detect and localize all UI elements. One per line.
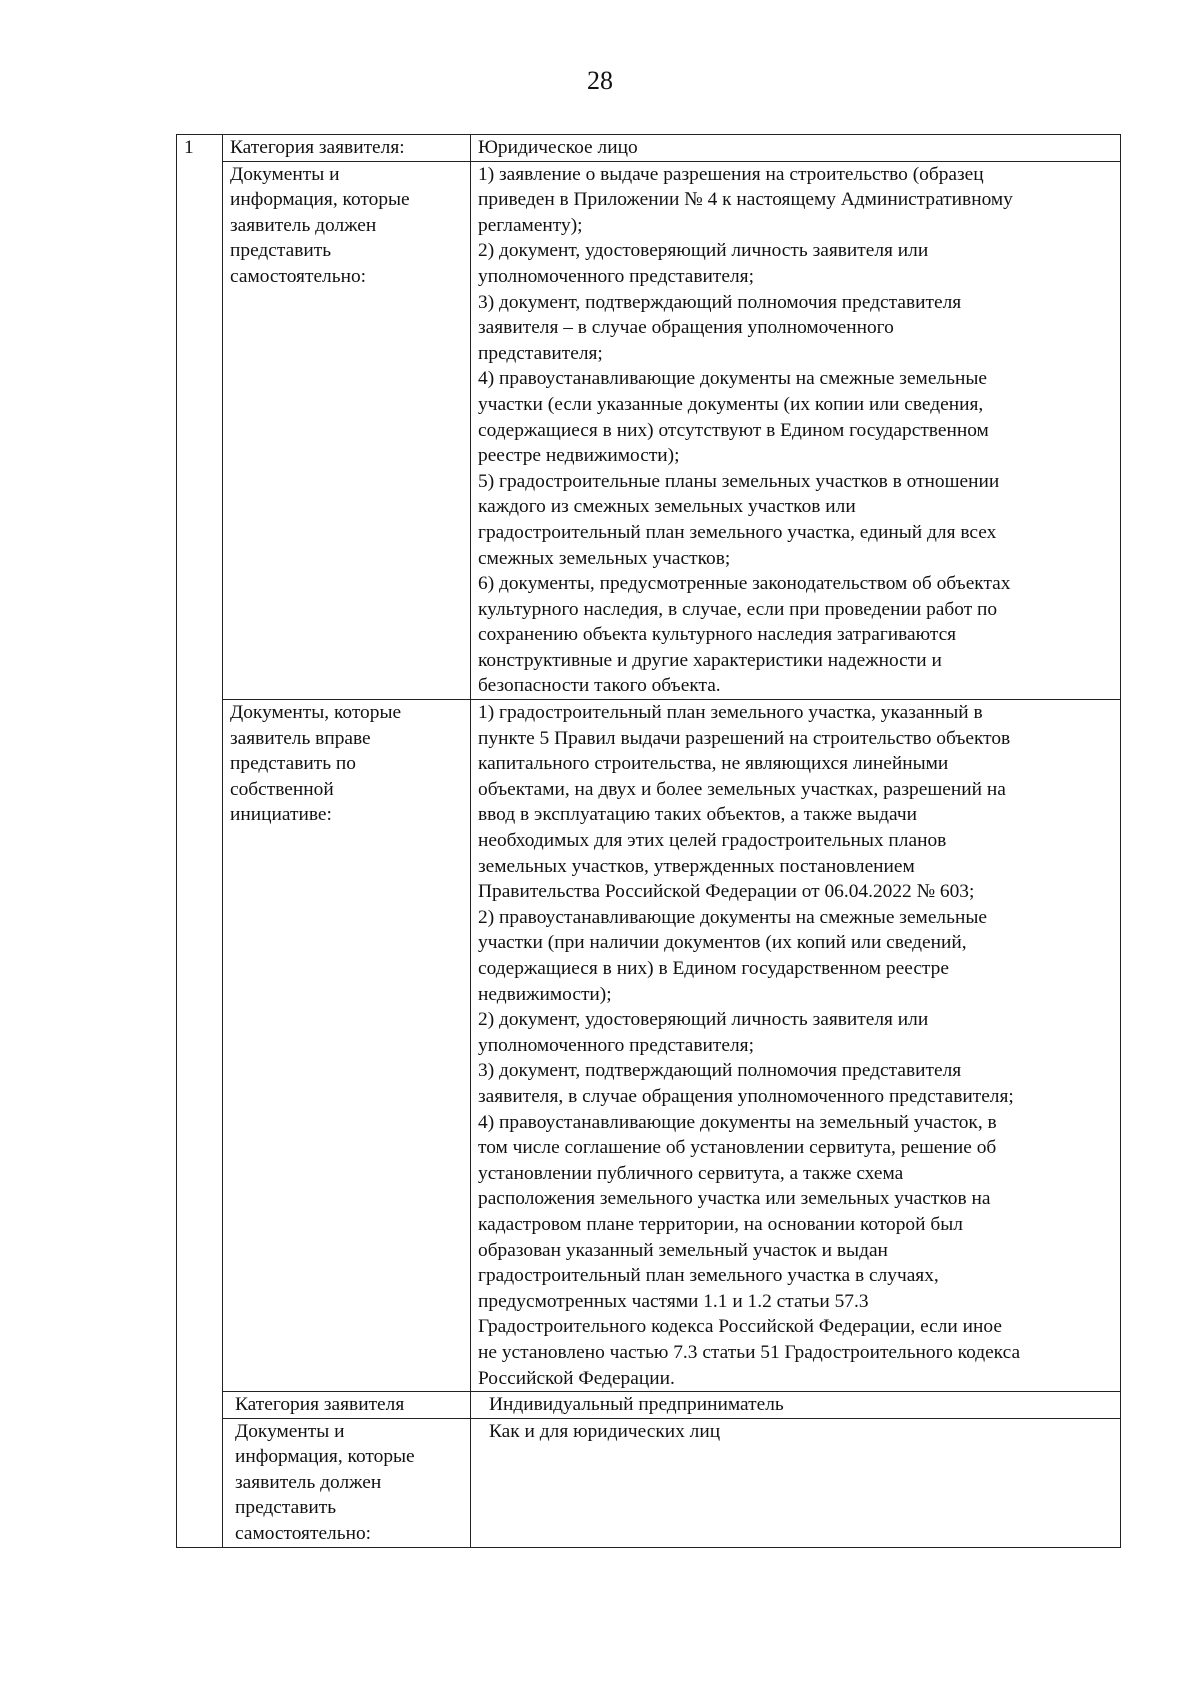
document-line: регламенту); xyxy=(478,214,583,236)
document-line: установлении публичного сервитута, а также схема xyxy=(478,1162,904,1184)
document-line: пункте 5 Правил выдачи разрешений на строительство объектов xyxy=(478,727,1011,749)
document-line: заявителя – в случае обращения уполномоченного xyxy=(478,317,894,339)
document-line: приведен в Приложении № 4 к настоящему Административному xyxy=(478,189,1013,211)
requirements-table xyxy=(176,134,1121,1548)
label-line: Документы, которые xyxy=(230,702,402,724)
document-line: содержащиеся в них) в Едином государственном реестре xyxy=(478,958,949,979)
documents-label xyxy=(223,700,471,1392)
document-line: уполномоченного представителя; xyxy=(478,265,754,287)
document-line: 4) правоустанавливающие документы на смежные земельные xyxy=(478,368,987,390)
document-line: капитального строительства, не являющихся линейными xyxy=(478,753,949,775)
document-line: объектами, на двух и более земельных участках, разрешений на xyxy=(478,778,1006,800)
document-line: Как и для юридических лиц xyxy=(489,1420,721,1442)
document-line: предусмотренных частями 1.1 и 1.2 статьи 57.3 xyxy=(478,1290,869,1312)
documents-row xyxy=(177,700,1121,1392)
page-number: 28 xyxy=(587,66,613,95)
documents-list xyxy=(471,700,1121,1392)
document-line: земельных участков, утвержденных постановлением xyxy=(478,855,915,877)
document-line: уполномоченного представителя; xyxy=(478,1034,754,1056)
document-line: градостроительный план земельного участка в случаях, xyxy=(478,1265,939,1287)
documents-row xyxy=(177,161,1121,699)
document-line: смежных земельных участков; xyxy=(478,547,731,569)
document-line: 2) правоустанавливающие документы на смежные земельные xyxy=(478,906,987,928)
document-line: Правительства Российской Федерации от 06.04.2022 № 603; xyxy=(478,881,975,903)
document-line: 4) правоустанавливающие документы на земельный участок, в xyxy=(478,1111,997,1133)
label-line: информация, которые xyxy=(235,1446,415,1468)
document-line: Градостроительного кодекса Российской Федерации, если иное xyxy=(478,1316,1002,1338)
document-line: конструктивные и другие характеристики надежности и xyxy=(478,649,942,671)
document-line: заявителя, в случае обращения уполномоченного представителя; xyxy=(478,1085,1014,1107)
document-line: 5) градостроительные планы земельных участков в отношении xyxy=(478,470,1000,492)
documents-label xyxy=(223,161,471,699)
label-line: Документы и xyxy=(235,1420,345,1442)
document-line: 1) заявление о выдаче разрешения на строительство (образец xyxy=(478,163,984,185)
document-line: 3) документ, подтверждающий полномочия представителя xyxy=(478,1060,962,1082)
documents-list xyxy=(471,1418,1121,1547)
document-line: культурного наследия, в случае, если при проведении работ по xyxy=(478,598,998,620)
documents-label xyxy=(223,1418,471,1547)
document-line: участки (при наличии документов (их копий или сведений, xyxy=(478,932,967,954)
document-line: 3) документ, подтверждающий полномочия представителя xyxy=(478,291,962,313)
document-line: Российской Федерации. xyxy=(478,1367,675,1389)
label-line: собственной xyxy=(230,778,334,800)
document-line: градостроительный план земельного участка, единый для всех xyxy=(478,521,997,543)
row-number: 1 xyxy=(177,135,223,1548)
document-line: реестре недвижимости); xyxy=(478,445,680,467)
label-line: информация, которые xyxy=(230,189,410,211)
label-line: заявитель должен xyxy=(235,1471,382,1493)
document-line: 1) градостроительный план земельного участка, указанный в xyxy=(478,702,983,724)
document-line: 2) документ, удостоверяющий личность заявителя или xyxy=(478,240,929,262)
document-line: недвижимости); xyxy=(478,983,612,1005)
category-label: Категория заявителя: xyxy=(223,135,471,162)
document-line: каждого из смежных земельных участков или xyxy=(478,496,856,518)
document-line: безопасности такого объекта. xyxy=(478,675,721,697)
document-line: том числе соглашение об установлении сервитута, решение об xyxy=(478,1137,997,1159)
label-line: представить xyxy=(235,1497,337,1519)
document-line: 2) документ, удостоверяющий личность заявителя или xyxy=(478,1009,929,1031)
document-line: 6) документы, предусмотренные законодательством об объектах xyxy=(478,573,1011,595)
document-line: содержащиеся в них) отсутствуют в Едином государственном xyxy=(478,419,989,441)
label-line: заявитель вправе xyxy=(230,727,371,749)
document-line: образован указанный земельный участок и выдан xyxy=(478,1239,888,1261)
category-value: Индивидуальный предприниматель xyxy=(471,1392,1121,1419)
label-line: самостоятельно: xyxy=(230,265,367,287)
label-line: представить xyxy=(230,240,332,262)
label-line: инициативе: xyxy=(230,804,332,826)
label-line: самостоятельно: xyxy=(235,1523,372,1545)
document-line: кадастровом плане территории, на основании которой был xyxy=(478,1213,963,1235)
document-line: расположения земельного участка или земельных участков на xyxy=(478,1188,991,1210)
document-line: сохранению объекта культурного наследия затрагиваются xyxy=(478,624,957,646)
category-label: Категория заявителя xyxy=(223,1392,471,1419)
category-row xyxy=(177,135,1121,162)
category-value: Юридическое лицо xyxy=(471,135,1121,162)
document-line: представителя; xyxy=(478,342,603,364)
label-line: Документы и xyxy=(230,163,340,185)
document-line: ввод в эксплуатацию таких объектов, а также выдачи xyxy=(478,804,917,826)
document-line: не установлено частью 7.3 статьи 51 Градостроительного кодекса xyxy=(478,1341,1021,1363)
document-line: необходимых для этих целей градостроительных планов xyxy=(478,830,947,852)
documents-row xyxy=(177,1418,1121,1547)
category-row xyxy=(177,1392,1121,1419)
label-line: заявитель должен xyxy=(230,214,377,236)
document-line: участки (если указанные документы (их копии или сведения, xyxy=(478,393,984,415)
label-line: представить по xyxy=(230,753,356,775)
documents-list xyxy=(471,161,1121,699)
